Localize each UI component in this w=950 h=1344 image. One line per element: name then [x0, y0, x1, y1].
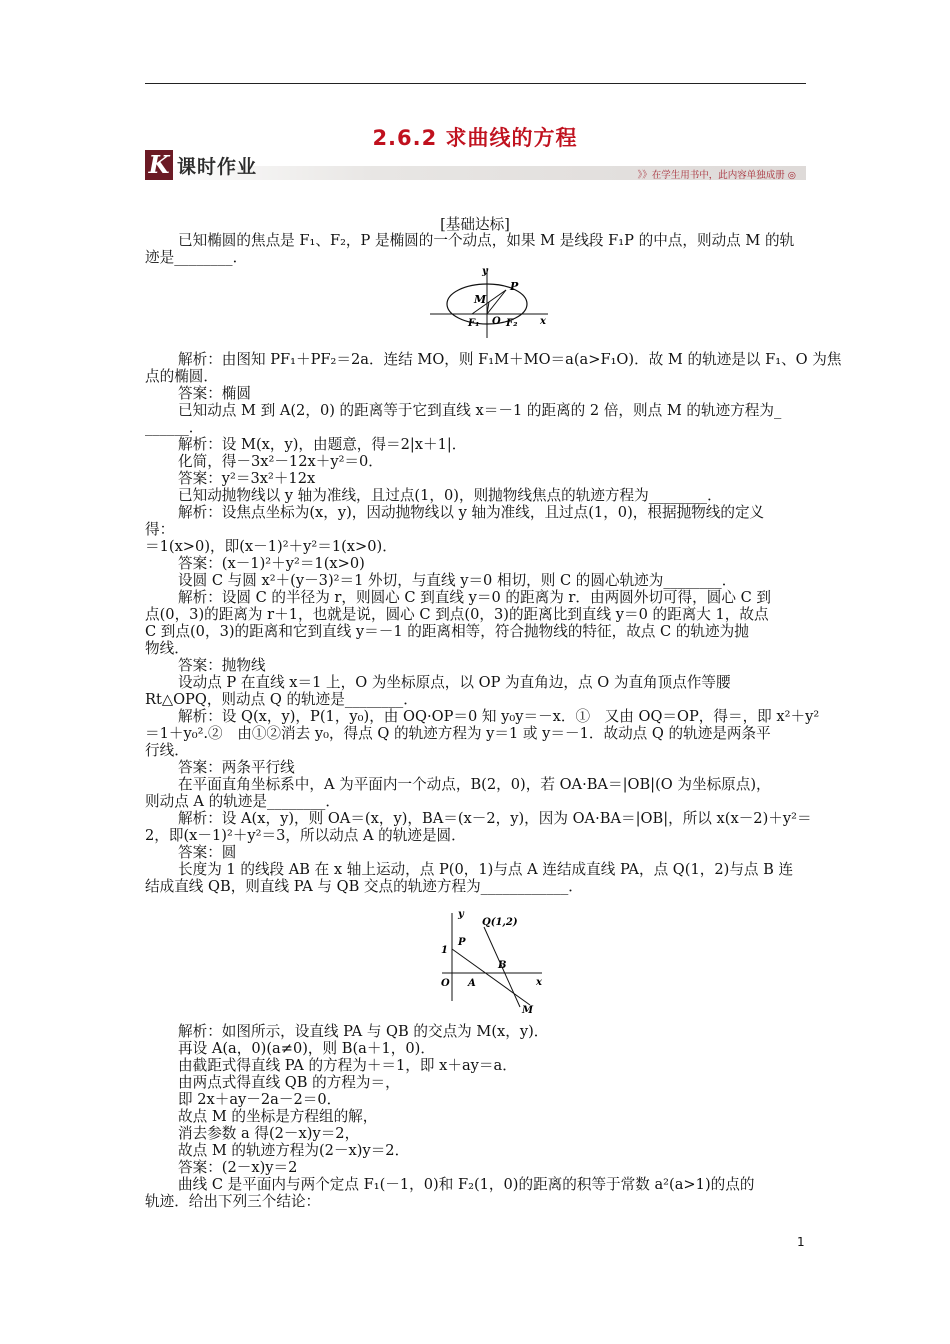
text-line: 即 2x＋ay－2a－2＝0． — [178, 1091, 342, 1108]
homework-banner — [145, 150, 806, 184]
text-line: 轨迹．给出下列三个结论： — [145, 1193, 321, 1210]
text-line: 点的椭圆． — [145, 368, 218, 385]
figure-label: x — [536, 977, 542, 988]
text-line: 解析：设 A(x，y)，则 OA＝(x，y)，BA＝(x－2，y)，因为 OA·BA＝|OB|，所以 x(x－2)＋y²＝ — [178, 810, 812, 827]
figure-label: 1 — [441, 945, 448, 956]
figure-label: O — [492, 316, 501, 327]
text-line: 由两点式得直线 QB 的方程为＝， — [178, 1074, 400, 1091]
text-line: 解析：设圆 C 的半径为 r，则圆心 C 到直线 y＝0 的距离为 r．由两圆外切可得，圆心 C 到 — [178, 589, 771, 606]
text-line: 在平面直角坐标系中，A 为平面内一个动点，B(2，0)，若 OA·BA＝|OB|(O 为坐标原点)， — [178, 776, 771, 793]
figure-label: Q(1,2) — [482, 917, 518, 928]
figure-label: O — [441, 978, 450, 989]
figure-label: y — [482, 266, 488, 277]
text-line: 故点 M 的轨迹方程为(2－x)y＝2． — [178, 1142, 410, 1159]
text-line: Rt△OPQ，则动点 Q 的轨迹是________． — [145, 691, 418, 708]
text-line: 长度为 1 的线段 AB 在 x 轴上运动，点 P(0，1)与点 A 连结成直线 PA，点 Q(1，2)与点 B 连 — [178, 861, 794, 878]
page-number: 1 — [797, 1235, 805, 1249]
figure-label: x — [540, 316, 546, 327]
text-line: 点(0，3)的距离为 r＋1，也就是说，圆心 C 到点(0，3)的距离比到直线 y＝0 的距离大 1，故点 — [145, 606, 769, 623]
figure-label: M — [522, 1005, 534, 1016]
figure-label: F₁ — [468, 318, 480, 329]
text-line: 解析：设焦点坐标为(x，y)，因动抛物线以 y 轴为准线，且过点(1，0)，根据抛物线的定义 — [178, 504, 765, 521]
text-line: 再设 A(a，0)(a≠0)，则 B(a＋1，0)． — [178, 1040, 435, 1057]
text-line: 答案：两条平行线 — [178, 759, 295, 776]
banner-note: 》》在学生用书中，此内容单独成册 ◎ — [637, 170, 796, 181]
text-line: 消去参数 a 得(2－x)y＝2， — [178, 1125, 360, 1142]
text-line: 答案：抛物线 — [178, 657, 266, 674]
text-line: 曲线 C 是平面内与两个定点 F₁(－1，0)和 F₂(1，0)的距离的积等于常数 a²(a>1)的点的 — [178, 1176, 755, 1193]
figure-label: B — [498, 960, 507, 971]
text-line: 物线． — [145, 640, 189, 657]
text-line: 化简，得－3x²－12x＋y²＝0． — [178, 453, 383, 470]
page-title: 2.6.2 求曲线的方程 — [372, 126, 578, 150]
figure-label: A — [468, 978, 476, 989]
text-line: 2，即(x－1)²＋y²＝3，所以动点 A 的轨迹是圆． — [145, 827, 466, 844]
figure-label: F₂ — [506, 318, 518, 329]
text-line: 答案：圆 — [178, 844, 237, 861]
text-line: 已知动点 M 到 A(2，0) 的距离等于它到直线 x＝－1 的距离的 2 倍，则点 M 的轨迹方程为_ — [178, 402, 782, 419]
text-line: 迹是________． — [145, 249, 248, 266]
lines-intersection-figure — [432, 905, 547, 1017]
text-line: 答案：(x－1)²＋y²＝1(x>0) — [178, 555, 365, 572]
text-line: 故点 M 的坐标是方程组的解， — [178, 1108, 378, 1125]
text-line: 答案：椭圆 — [178, 385, 251, 402]
text-line: 答案：(2－x)y＝2 — [178, 1159, 298, 1176]
banner-logo: K — [145, 150, 173, 180]
text-line: 答案：y²＝3x²＋12x — [178, 470, 316, 487]
text-line: 设圆 C 与圆 x²＋(y－3)²＝1 外切，与直线 y＝0 相切，则 C 的圆心轨迹为________． — [178, 572, 737, 589]
text-line: ＝1＋y₀².② 由①②消去 y₀，得点 Q 的轨迹方程为 y＝1 或 y＝－1．故动点 Q 的轨迹是两条平 — [145, 725, 771, 742]
text-line: ＝1(x>0)，即(x－1)²＋y²＝1(x>0)． — [145, 538, 397, 555]
text-line: C 到点(0，3)的距离和它到直线 y＝－1 的距离相等，符合抛物线的特征，故点 C 的轨迹为抛 — [145, 623, 749, 640]
text-line: ______． — [145, 419, 204, 436]
figure-label: P — [458, 937, 466, 948]
text-line: 得： — [145, 521, 175, 538]
header-rule — [145, 83, 806, 84]
text-line: 行线． — [145, 742, 189, 759]
text-line: 由截距式得直线 PA 的方程为＋＝1，即 x＋ay＝a． — [178, 1057, 517, 1074]
text-line: 结成直线 QB，则直线 PA 与 QB 交点的轨迹方程为____________． — [145, 878, 583, 895]
text-line: 解析：如图所示，设直线 PA 与 QB 的交点为 M(x，y)． — [178, 1023, 549, 1040]
text-line: 解析：设 M(x，y)，由题意，得＝2|x＋1|． — [178, 436, 467, 453]
text-line: 解析：设 Q(x，y)，P(1，y₀)，由 OQ·OP＝0 知 y₀y＝－x．① 又由 OQ＝OP，得＝，即 x²＋y² — [178, 708, 820, 725]
figure-label: M — [474, 293, 487, 306]
figure-label: P — [510, 280, 519, 293]
text-line: 已知椭圆的焦点是 F₁、F₂，P 是椭圆的一个动点，如果 M 是线段 F₁P 的中点，则动点 M 的轨 — [178, 232, 795, 249]
section-heading: [基础达标] — [440, 216, 510, 233]
text-line: 解析：由图知 PF₁＋PF₂＝2a．连结 MO，则 F₁M＋MO＝a(a>F₁O)．故 M 的轨迹是以 F₁、O 为焦 — [178, 351, 842, 368]
banner-label: 课时作业 — [177, 156, 258, 178]
text-line: 则动点 A 的轨迹是________． — [145, 793, 340, 810]
text-line: 已知动抛物线以 y 轴为准线，且过点(1，0)，则抛物线焦点的轨迹方程为________． — [178, 487, 722, 504]
text-line: 设动点 P 在直线 x＝1 上，O 为坐标原点，以 OP 为直角边，点 O 为直角顶点作等腰 — [178, 674, 731, 691]
ellipse-figure — [420, 262, 555, 342]
figure-label: y — [458, 909, 464, 920]
